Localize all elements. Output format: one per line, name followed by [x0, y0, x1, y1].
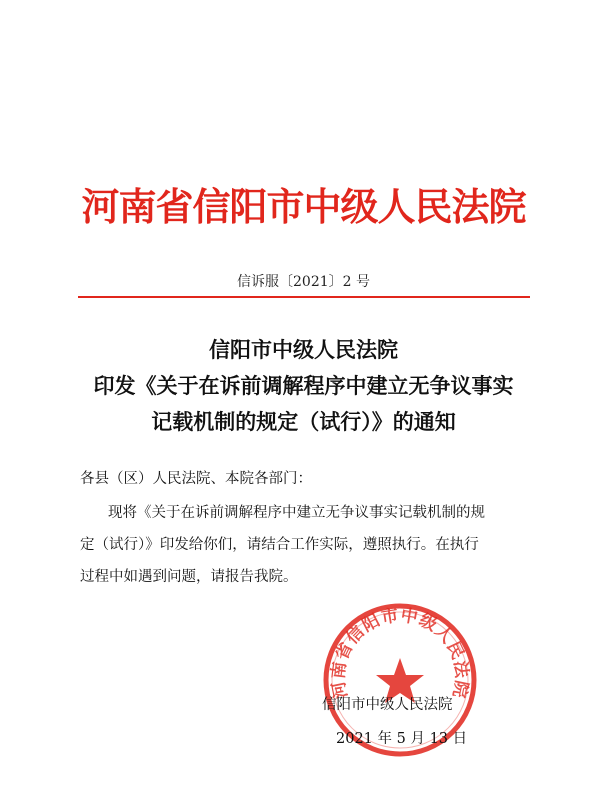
seal-text: 河南省信阳市中级人民法院	[328, 605, 472, 701]
notice-title-line-1: 信阳市中级人民法院	[209, 337, 398, 362]
signature-date: 2021 年 5 月 13 日	[336, 731, 468, 747]
document-number: 信诉服〔2021〕2 号	[237, 274, 370, 290]
body-line-2: 定（试行）》印发给你们，请结合工作实际，遵照执行。在执行	[80, 537, 479, 553]
body-line-1: 现将《关于在诉前调解程序中建立无争议事实记载机制的规	[108, 505, 485, 521]
notice-title-line-3: 记载机制的规定（试行）》的通知	[151, 409, 456, 434]
salutation: 各县（区）人民法院、本院各部门：	[80, 471, 312, 487]
body-line-3: 过程中如遇到问题，请报告我院。	[80, 569, 298, 585]
signature-org: 信阳市中级人民法院	[322, 697, 453, 713]
notice-title-line-2: 印发《关于在诉前调解程序中建立无争议事实	[93, 373, 514, 398]
issuing-org-title: 河南省信阳市中级人民法院	[81, 184, 526, 229]
red-divider-line	[78, 296, 530, 298]
